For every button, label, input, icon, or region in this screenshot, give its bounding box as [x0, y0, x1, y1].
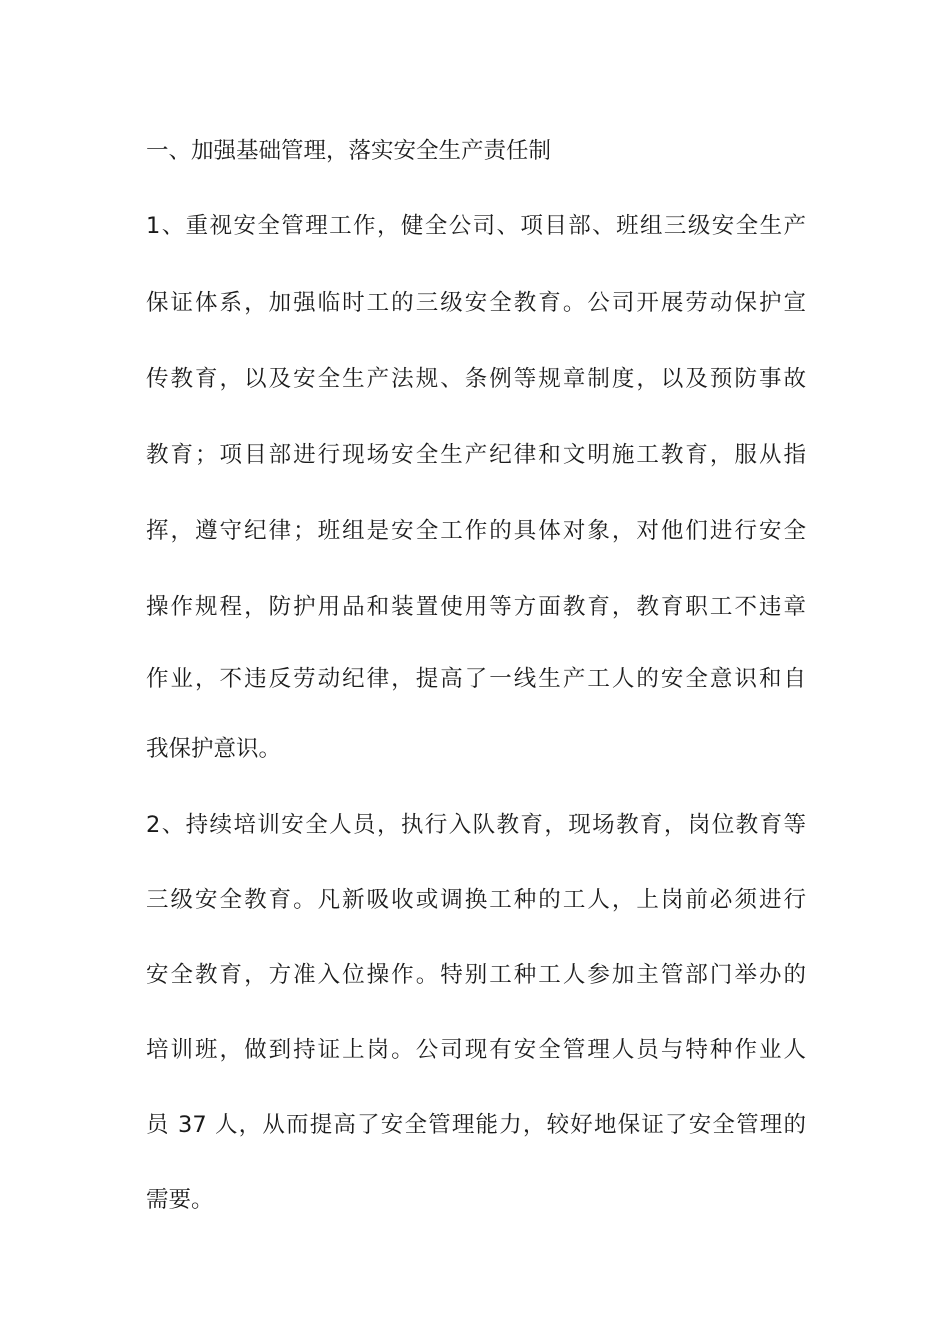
paragraph-2-line-4: 培训班，做到持证上岗。公司现有安全管理人员与特种作业人	[146, 1037, 806, 1063]
paragraph-1-line-5: 挥，遵守纪律；班组是安全工作的具体对象，对他们进行安全	[146, 518, 806, 544]
paragraph-1-line-3: 传教育，以及安全生产法规、条例等规章制度，以及预防事故	[146, 366, 806, 392]
paragraph-1-line-6: 操作规程，防护用品和装置使用等方面教育，教育职工不违章	[146, 594, 806, 620]
paragraph-1-line-8: 我保护意识。	[146, 736, 282, 762]
paragraph-2-line-1: 2、持续培训安全人员，执行入队教育，现场教育，岗位教育等	[146, 812, 806, 838]
paragraph-2-line-5: 员 37 人，从而提高了安全管理能力，较好地保证了安全管理的	[146, 1112, 806, 1138]
paragraph-2-line-3: 安全教育，方准入位操作。特别工种工人参加主管部门举办的	[146, 962, 806, 988]
section-heading: 一、加强基础管理，落实安全生产责任制	[146, 138, 552, 164]
paragraph-1-line-4: 教育；项目部进行现场安全生产纪律和文明施工教育，服从指	[146, 442, 806, 468]
paragraph-1-line-7: 作业，不违反劳动纪律，提高了一线生产工人的安全意识和自	[146, 666, 806, 692]
paragraph-2-line-2: 三级安全教育。凡新吸收或调换工种的工人，上岗前必须进行	[146, 887, 806, 913]
paragraph-1-line-2: 保证体系，加强临时工的三级安全教育。公司开展劳动保护宣	[146, 290, 806, 316]
paragraph-2-line-6: 需要。	[146, 1187, 214, 1213]
paragraph-1-line-1: 1、重视安全管理工作，健全公司、项目部、班组三级安全生产	[146, 213, 806, 239]
